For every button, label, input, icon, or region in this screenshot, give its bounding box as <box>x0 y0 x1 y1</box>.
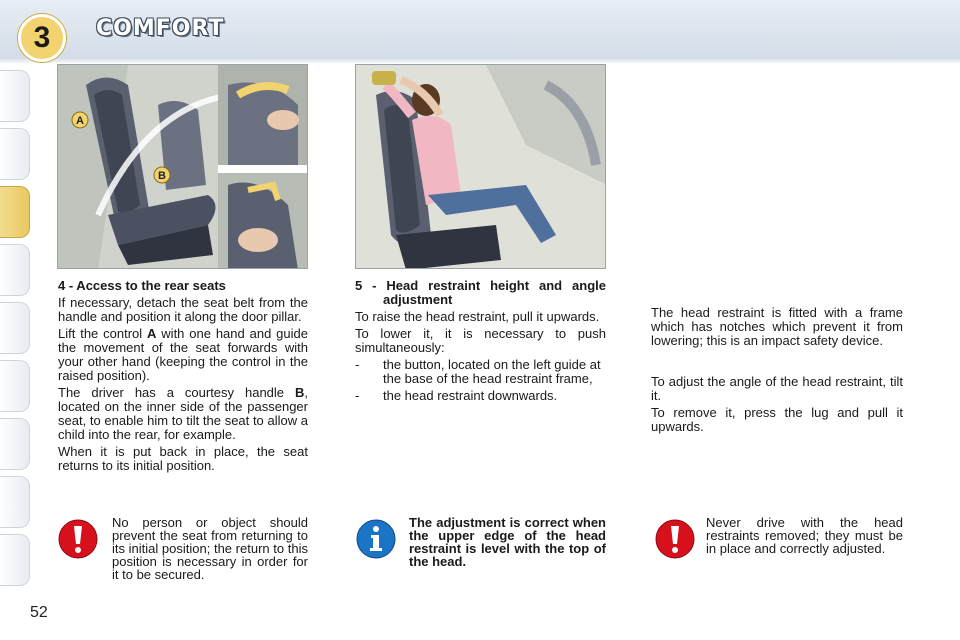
section5-p1: To raise the head restraint, pull it upwards. <box>355 309 600 324</box>
warning-icon <box>655 519 695 559</box>
page-number: 52 <box>30 604 48 621</box>
chapter-tab-9[interactable] <box>0 534 30 586</box>
section4-p3 <box>58 386 308 442</box>
bullet-marker: - <box>355 388 360 403</box>
label-b: B <box>158 170 166 182</box>
section4-p2-before: Lift the control <box>58 326 148 341</box>
bullet-text: the head restraint downwards. <box>383 388 558 403</box>
chapter-tab-1[interactable] <box>0 70 30 122</box>
control-a-ref: A <box>147 326 157 341</box>
chapter-tabs <box>0 70 34 580</box>
chapter-tab-8[interactable] <box>0 476 30 528</box>
chapter-badge <box>18 14 66 62</box>
right-p2: To adjust the angle of the head restraint, tilt it. <box>651 374 903 403</box>
chapter-number: 3 <box>33 21 51 54</box>
right-p3: To remove it, press the lug and pull it upwards. <box>651 405 903 434</box>
info-icon <box>356 519 396 559</box>
section-head-restraint-notes <box>651 306 903 437</box>
section5-p2: To lower it, it is necessary to push simultaneously: <box>355 326 606 355</box>
section4-p2 <box>58 327 308 383</box>
right-p1: The head restraint is fitted with a frame which has notches which prevent it from lowering; this is an impact safety device. <box>651 305 903 348</box>
section-head-restraint <box>355 279 606 406</box>
chapter-tab-3-active[interactable] <box>0 186 30 238</box>
bullet-marker: - <box>355 357 360 372</box>
warning-note-never-drive: Never drive with the head restraints removed; they must be in place and correctly adjusted. <box>706 515 903 556</box>
seat-tilt-illustration <box>57 64 308 269</box>
bullet-text: the button, located on the left guide at the base of the head restraint frame, <box>383 357 601 386</box>
label-a: A <box>76 115 84 127</box>
section5-bullet-1 <box>355 358 606 386</box>
section4-p1: If necessary, detach the seat belt from the handle and position it along the door pillar. <box>58 295 308 324</box>
info-note-adjustment: The adjustment is correct when the upper edge of the head restraint is level with the top of the head. <box>409 515 606 569</box>
chapter-tab-5[interactable] <box>0 302 30 354</box>
head-restraint-adjust-illustration <box>355 64 606 269</box>
section4-p4: When it is put back in place, the seat returns to its initial position. <box>58 444 308 473</box>
section5-heading: 5 - Head restraint height and angle adjustment <box>355 278 606 307</box>
section4-p3-before: The driver has a courtesy handle <box>58 385 295 400</box>
section4-heading: 4 - Access to the rear seats <box>58 278 226 293</box>
page-title: COMFORT <box>96 16 225 41</box>
chapter-tab-6[interactable] <box>0 360 30 412</box>
section5-bullet-2 <box>355 389 606 403</box>
chapter-tab-4[interactable] <box>0 244 30 296</box>
section-rear-access <box>58 279 308 476</box>
warning-note-seat-return: No person or object should prevent the seat from returning to its initial position; the return to this position is necessary in order for it to be secured. <box>112 515 308 582</box>
section4-p2-after: with one hand and guide the movement of the seat forwards with your other hand (keeping the control in the raised position). <box>58 326 308 383</box>
chapter-tab-7[interactable] <box>0 418 30 470</box>
handle-b-ref: B <box>294 385 305 400</box>
chapter-tab-2[interactable] <box>0 128 30 180</box>
section4-p3-after: , located on the inner side of the passenger seat, to enable him to tilt the seat to allow a child into the rear, for example. <box>58 385 308 442</box>
warning-icon <box>58 519 98 559</box>
